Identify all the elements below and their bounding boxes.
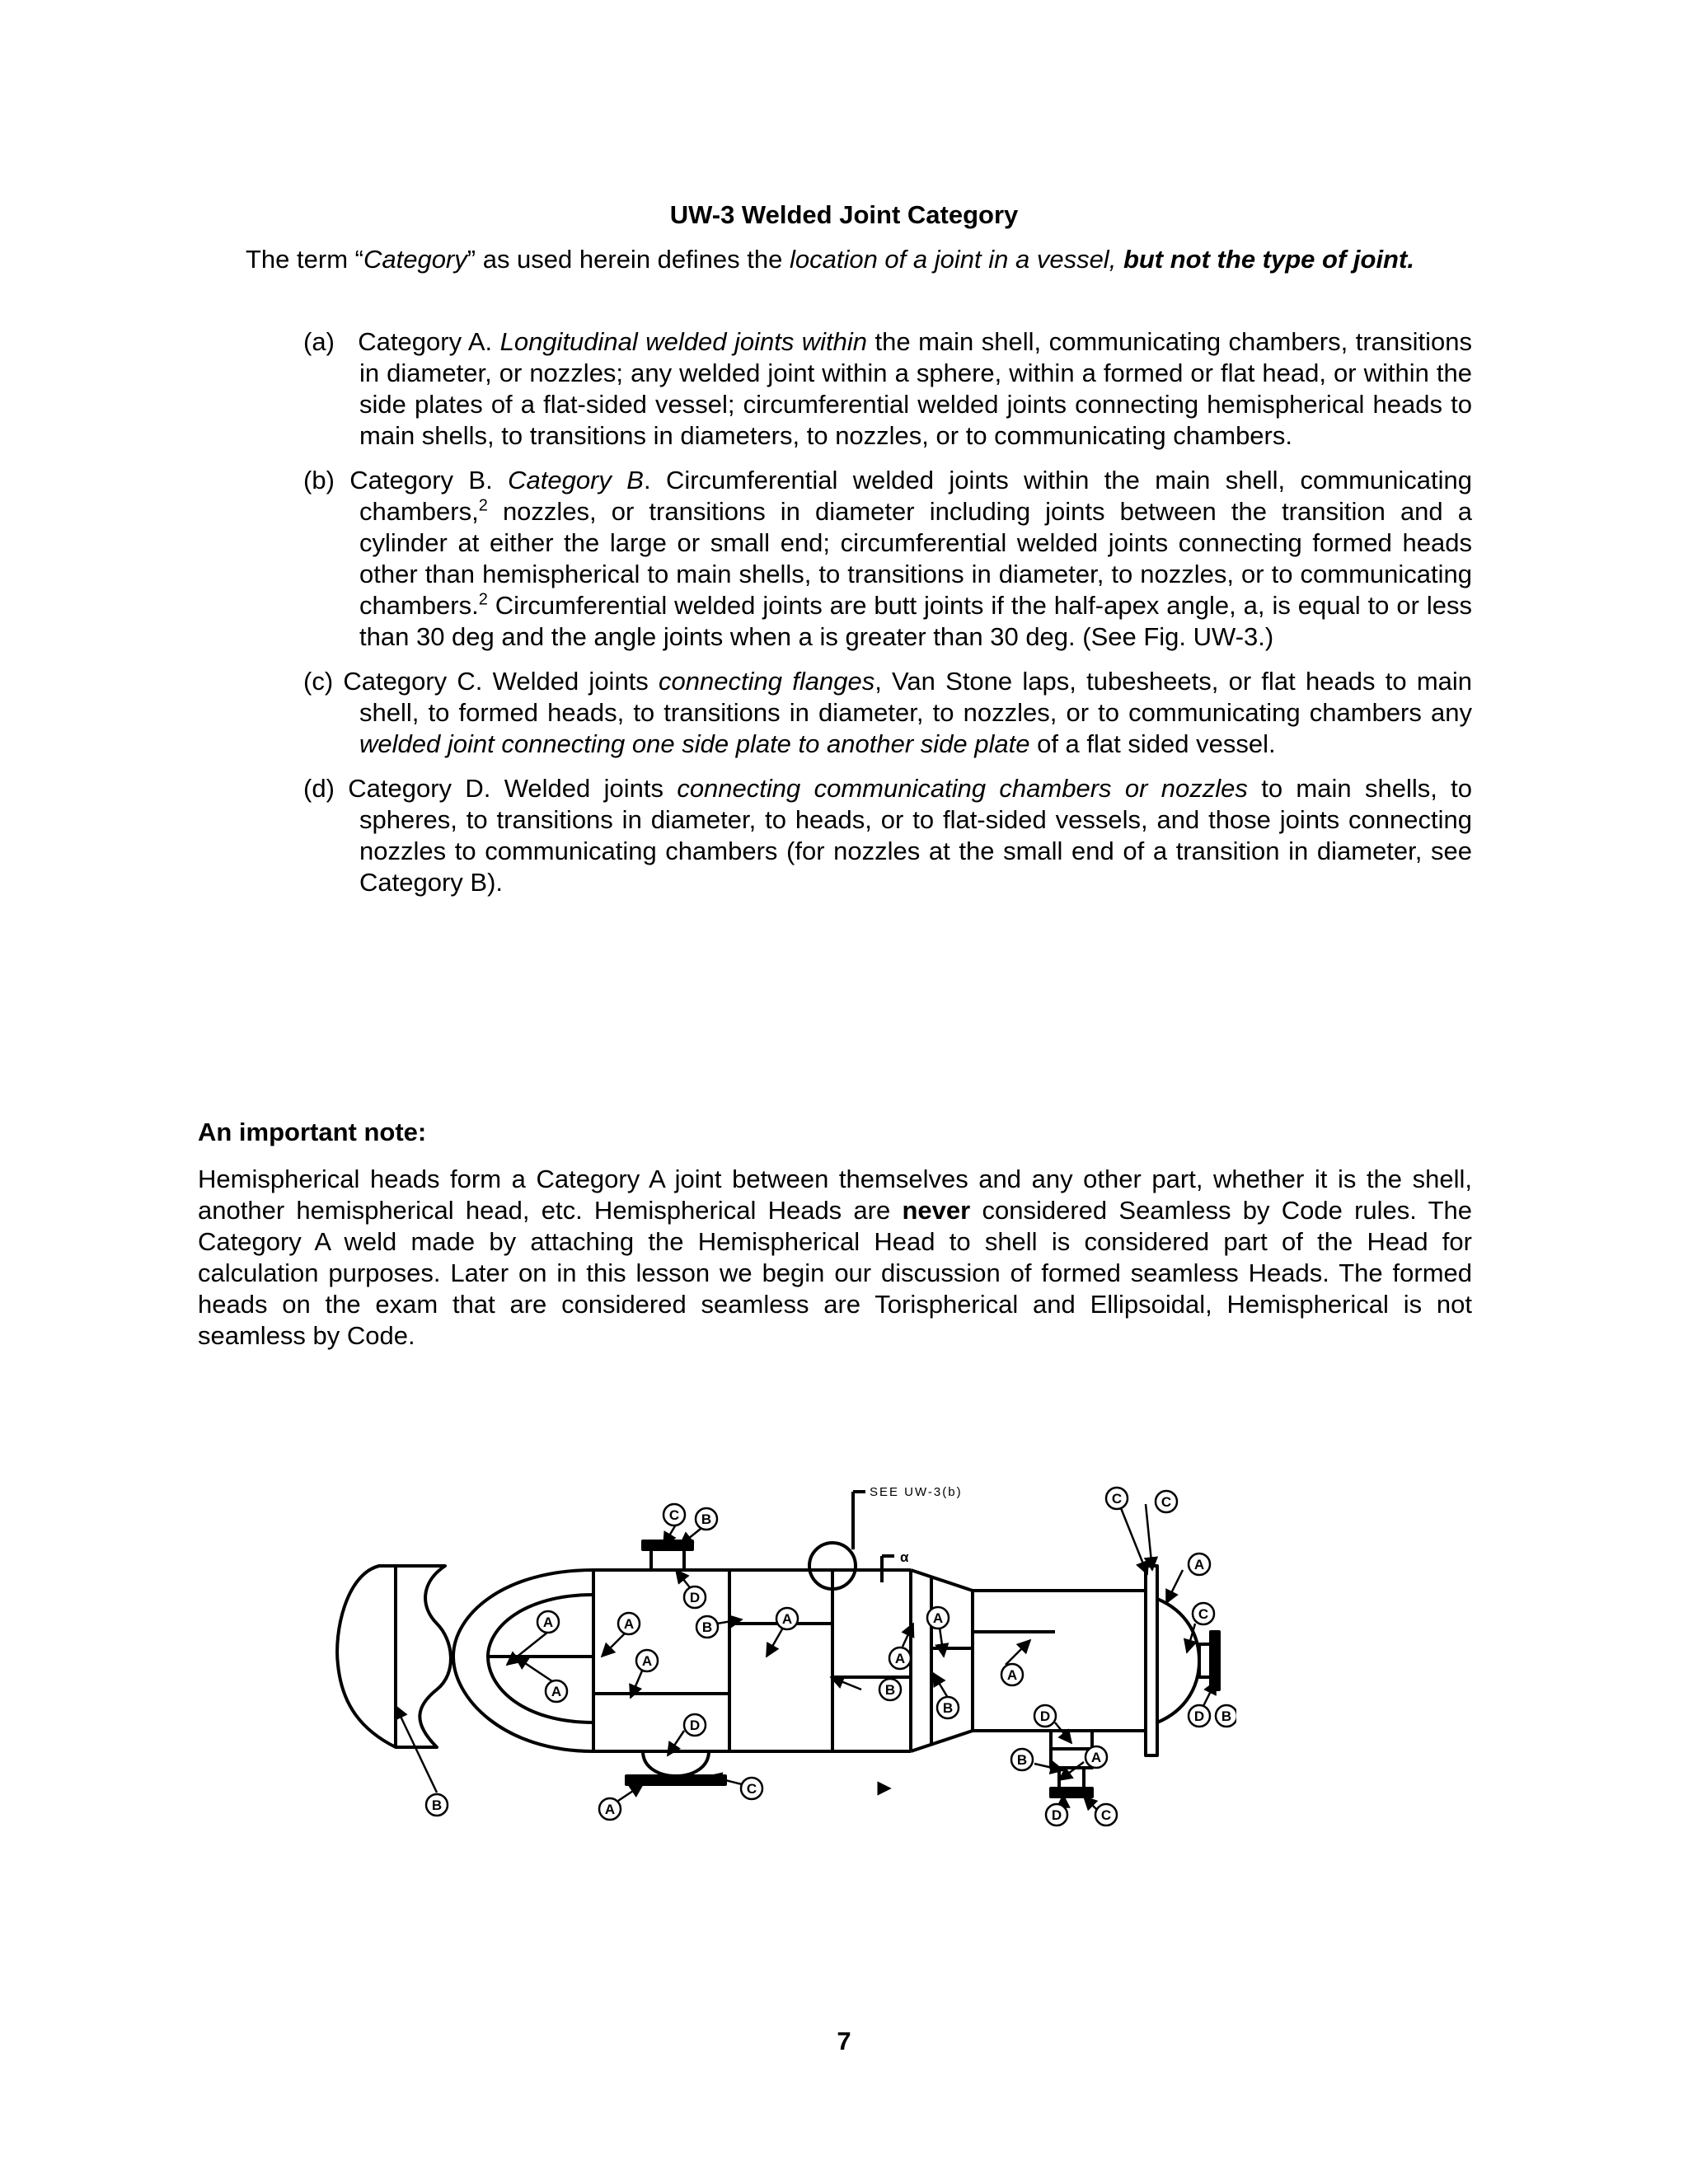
label-a: A <box>894 1651 906 1666</box>
label-a: A <box>623 1616 635 1632</box>
label-d: D <box>1039 1708 1051 1724</box>
label-b: B <box>701 1511 712 1527</box>
label-c: C <box>1100 1807 1112 1823</box>
category-d-emphasis: connecting communicating chambers or nozzles <box>677 774 1248 803</box>
label-a: A <box>1193 1557 1205 1572</box>
category-list <box>303 326 1472 912</box>
category-d-item: (d) Category D. Welded joints connecting communicating chambers or nozzles to main shells, to spheres, to transitions in diameter, to heads, or to flat-sided vessels, and those joints connecting nozzles to communicating chambers (for nozzles at the small end of a transition in diameter, see Category B). <box>303 774 1473 897</box>
half-apex-angle-symbol: α <box>900 1549 909 1565</box>
label-a: A <box>604 1802 616 1817</box>
note-heading: An important note: <box>198 1118 427 1146</box>
label-a: A <box>781 1611 793 1627</box>
label-b: B <box>431 1797 443 1813</box>
intro-emphasis: but not the type of joint. <box>1123 245 1414 274</box>
label-c: C <box>1160 1494 1172 1510</box>
label-d: D <box>1051 1807 1062 1823</box>
label-b: B <box>942 1700 954 1716</box>
category-a-item: (a) Category A. Longitudinal welded joints within the main shell, communicating chambers, transitions in diameter, or nozzles; any welded joint within a sphere, within a formed or flat head, or within the side plates of a flat-sided vessel; circumferential welded joints connecting hemispherical heads to main shells, to transitions in diameters, to nozzles, or to communicating chambers. <box>303 327 1472 450</box>
intro-text-2: ” as used herein defines the <box>467 245 790 274</box>
label-b: B <box>1221 1708 1232 1724</box>
note-paragraph: Hemispherical heads form a Category A joint between themselves and any other part, whether it is the shell, another hemispherical head, etc. Hemispherical Heads are never considered Seamless by Code rules. The Category A weld made by attaching the Hemispherical Head to shell is considered part of the Head for calculation purposes. Later on in this lesson we begin our discussion of formed seamless Heads. The formed heads on the exam that are considered seamless are Torispherical and Ellipsoidal, Hemispherical is not seamless by Code. <box>198 1165 1473 1350</box>
label-c: C <box>1111 1491 1123 1507</box>
label-a: A <box>1006 1667 1018 1683</box>
label-a: A <box>641 1653 653 1669</box>
sphere-section <box>337 1566 451 1747</box>
note-emphasis-never: never <box>902 1196 971 1225</box>
label-a: A <box>1090 1750 1102 1765</box>
category-c-emphasis-2: welded joint connecting one side plate to another side plate <box>359 729 1030 758</box>
category-b-item: (b) Category B. Category B. Circumferential welded joints within the main shell, communicating chambers,$^2$ nozzles, or transitions in diameter including joints between the transition and a cylinder at either the large or small end; circumferential welded joints connecting formed heads other than hemispherical to main shells, to transitions in diameter, to nozzles, or to communicating chambers.$^2$ Circumferential welded joints are butt joints if the half-apex angle, a, is equal to or less than 30 deg and the angle joints when a is greater than 30 deg. (See Fig. UW-3.) <box>303 466 1473 651</box>
intro-location-phrase: location of a joint in a vessel, <box>789 245 1117 274</box>
detail-callout-text: SEE UW-3(b) <box>870 1485 963 1499</box>
label-c: C <box>1198 1606 1209 1622</box>
label-c: C <box>668 1507 680 1523</box>
label-a: A <box>932 1610 944 1626</box>
label-d: D <box>689 1590 701 1605</box>
vessel-joint-category-diagram <box>313 1459 1236 1838</box>
intro-term-category: Category <box>363 245 467 274</box>
intro-paragraph <box>246 244 1472 275</box>
category-a-emphasis: Longitudinal welded joints within <box>499 327 868 356</box>
label-a: A <box>542 1615 554 1630</box>
page-title: UW-3 Welded Joint Category <box>669 200 1019 229</box>
label-b: B <box>884 1682 896 1698</box>
label-b: B <box>701 1619 713 1635</box>
category-b-emphasis: Category B <box>508 466 644 494</box>
label-d: D <box>689 1718 701 1733</box>
category-c-emphasis: connecting flanges <box>659 667 875 696</box>
footnote-ref: 2 <box>478 496 488 515</box>
label-c: C <box>746 1781 757 1797</box>
intro-text-1: The term “ <box>246 245 363 274</box>
label-a: A <box>551 1684 562 1699</box>
category-c-item: (c) Category C. Welded joints connecting flanges, Van Stone laps, tubesheets, or flat heads to main shell, to formed heads, to transitions in diameter, to nozzles, or to communicating chambers any welded joint connecting one side plate to another side plate of a flat sided vessel. <box>303 667 1473 758</box>
label-d: D <box>1193 1708 1205 1724</box>
footnote-ref: 2 <box>478 590 488 609</box>
label-b: B <box>1016 1752 1028 1768</box>
page-number: 7 <box>837 2027 851 2055</box>
